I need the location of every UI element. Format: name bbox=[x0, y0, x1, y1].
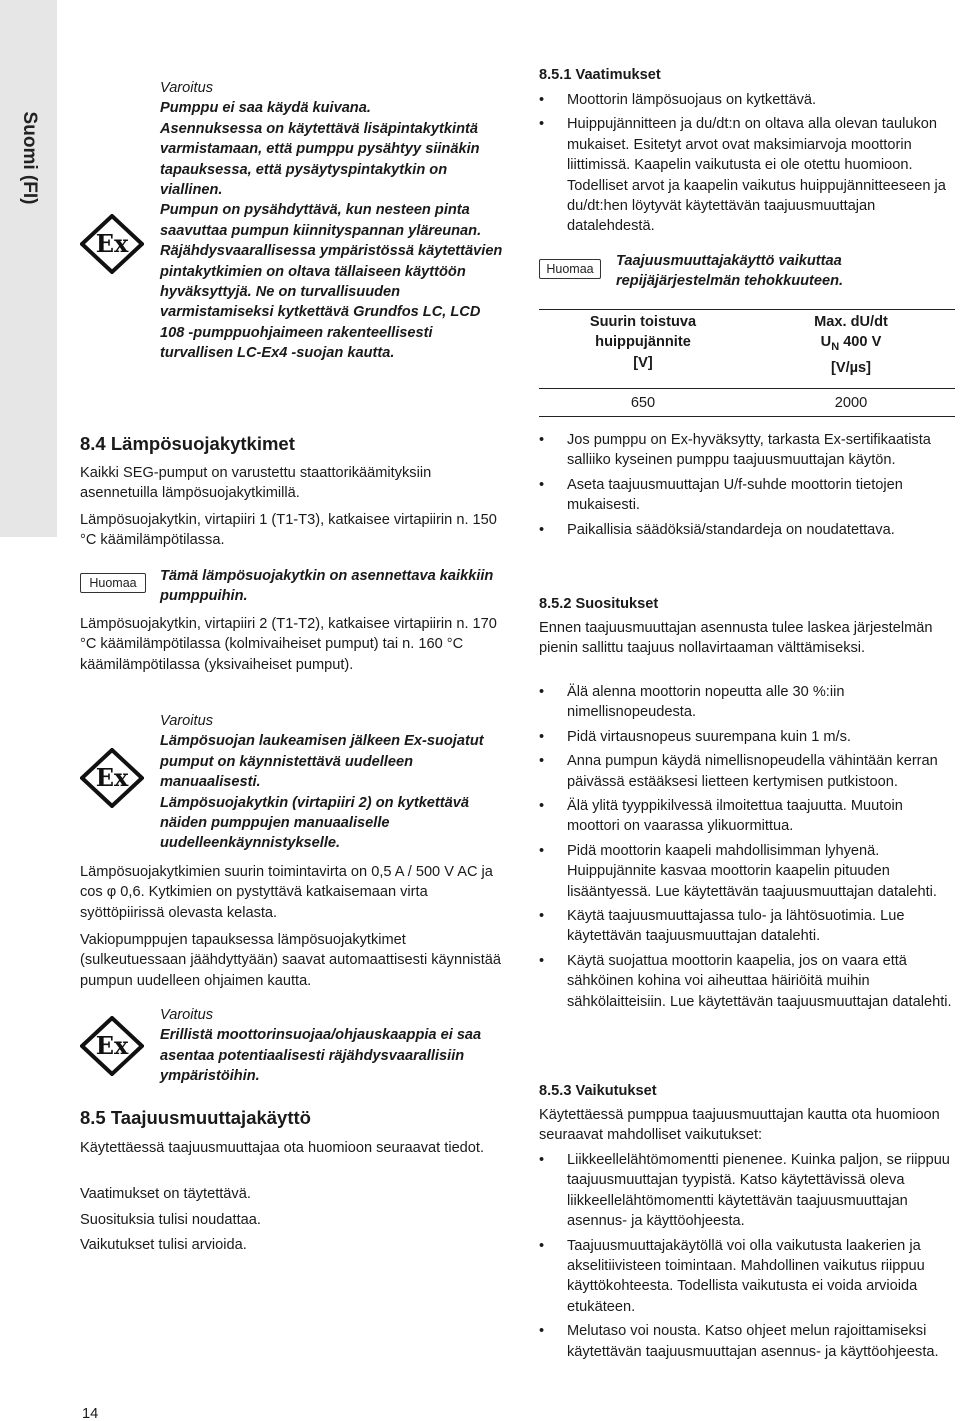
list-item: • Älä alenna moottorin nopeutta alle 30 %:iin nimellisnopeudesta. bbox=[539, 682, 957, 723]
warning-text: Räjähdysvaarallisessa ympäristössä käytettävien pintakytkimien on oltava tällaiseen käyttöön hyväksyttyjä. Ne on turvallisuuden varmistamiseksi kytkettävä Grundfos LC, LCD 108 -pumppuohjaimeen rakenteellisesti turvallisen LC-Ex4 -suojan kautta. bbox=[160, 243, 503, 362]
warning-block-3 bbox=[160, 1005, 505, 1087]
paragraph: Vaikutukset tulisi arvioida. bbox=[80, 1237, 247, 1253]
paragraph: Vaatimukset on täytettävä. bbox=[80, 1186, 251, 1202]
paragraph: Kaikki SEG-pumput on varustettu staattorikäämityksiin asennetuilla lämpösuojakytkimillä. bbox=[80, 465, 432, 502]
warning-title: Varoitus bbox=[160, 1007, 213, 1023]
warning-text: Pumppu ei saa käydä kuivana. bbox=[160, 100, 371, 117]
paragraph: Lämpösuojakytkin, virtapiiri 1 (T1-T3), katkaisee virtapiirin n. 150 °C käämilämpötilassa. bbox=[80, 512, 497, 549]
paragraph: Vakiopumppujen tapauksessa lämpösuojakytkimet (sulkeutuessaan jäähdyttyään) saavat automaattisesti käynnistää pumpun uudelleen ohjaimen kautta. bbox=[80, 932, 502, 989]
paragraph: Lämpösuojakytkimien suurin toimintavirta on 0,5 A / 500 V AC ja cos φ 0,6. Kytkimien on pystyttävä katkaisemaan virta syöttöpiirissä olevasta kelasta. bbox=[80, 864, 493, 921]
warning-title: Varoitus bbox=[160, 80, 213, 96]
table-cell: 650 bbox=[630, 395, 656, 412]
page-number: 14 bbox=[82, 1406, 99, 1421]
list-item: • Käytä taajuusmuuttajassa tulo- ja lähtösuotimia. Lue käytettävän taajuusmuuttajan datalehti. bbox=[539, 906, 957, 947]
list-item: • Huippujännitteen ja du/dt:n on oltava alla olevan taulukon mukaiset. Esitetyt arvot ovat maksimiarvoja moottorin liittimissä. Kaapelin vaikutusta ei ole otettu huomioon. Todelliset arvot ja kaapelin vaikutus huippujännitteeseen ja du/dt:hen löytyvät käytettävän taajuusmuuttajan datalehdestä. bbox=[539, 114, 957, 236]
section-heading-8-5-1: 8.5.1 Vaatimukset bbox=[539, 67, 661, 83]
language-label: Suomi (FI) bbox=[19, 111, 41, 205]
list-item: • Moottorin lämpösuojaus on kytkettävä. bbox=[539, 90, 957, 110]
paragraph: Ennen taajuusmuuttajan asennusta tulee laskea järjestelmän pienin sallittu taajuus nollavirtaaman välttämiseksi. bbox=[539, 620, 933, 657]
table-header-cell: Max. dU/dt $U_N$ 400 V [V/µs] bbox=[814, 314, 888, 376]
section-heading-8-5-2: 8.5.2 Suositukset bbox=[539, 596, 659, 612]
note-badge: Huomaa bbox=[539, 259, 601, 279]
list-item: • Melutaso voi nousta. Katso ohjeet melun rajoittamiseksi käytettävän taajuusmuuttajan asennus- ja käyttöohjeesta. bbox=[539, 1321, 957, 1362]
list-item: • Paikallisia säädöksiä/standardeja on noudatettava. bbox=[539, 520, 957, 540]
note-text: Taajuusmuuttajakäyttö vaikuttaa repijäjärjestelmän tehokkuuteen. bbox=[616, 253, 844, 290]
paragraph: Käytettäessä pumppua taajuusmuuttajan kautta ota huomioon seuraavat mahdolliset vaikutukset: bbox=[539, 1107, 940, 1144]
list-item: • Pidä moottorin kaapeli mahdollisimman lyhyenä. Huippujännite kasvaa moottorin kaapelin pituuden lisääntyessä. Lue käytettävän taajuusmuuttajan datalehti. bbox=[539, 841, 957, 902]
paragraph: Käytettäessä taajuusmuuttajaa ota huomioon seuraavat tiedot. bbox=[80, 1140, 485, 1156]
section-heading-8-4: 8.4 Lämpösuojakytkimet bbox=[80, 433, 295, 454]
list-item: • Aseta taajuusmuuttajan U/f-suhde moottorin tietojen mukaisesti. bbox=[539, 475, 957, 516]
table-header-row bbox=[539, 312, 955, 389]
spec-table bbox=[539, 312, 955, 417]
svg-text:Ex: Ex bbox=[95, 229, 129, 258]
note-badge: Huomaa bbox=[80, 573, 146, 593]
section-heading-8-5: 8.5 Taajuusmuuttajakäyttö bbox=[80, 1107, 311, 1128]
table-row bbox=[539, 389, 955, 416]
paragraph: Lämpösuojakytkin, virtapiiri 2 (T1-T2), katkaisee virtapiirin n. 170 °C käämilämpötilassa (kolmivaiheiset pumput) tai n. 160 °C käämilämpötilassa (yksivaiheiset pumput). bbox=[80, 616, 497, 673]
warning-text: Erillistä moottorinsuojaa/ohjauskaappia ei saa asentaa potentiaalisesti räjähdysvaarallisiin ympäristöihin. bbox=[160, 1027, 482, 1085]
ex-hazard-icon bbox=[80, 748, 144, 808]
list-item: • Taajuusmuuttajakäytöllä voi olla vaikutusta laakerien ja akselitiivisteen toimintaan. Mahdollinen vaikutus riippuu käyttökohteesta. Todellista vaikutusta ei voida arvioida etukäteen. bbox=[539, 1236, 957, 1318]
warning-text: Lämpösuojakytkin (virtapiiri 2) on kytkettävä näiden pumppujen manuaaliselle uudelleenkäynnistykselle. bbox=[160, 794, 469, 852]
warning-text: Pumpun on pysähdyttävä, kun nesteen pinta saavuttaa pumpun kiinnityspannan yläreunan. bbox=[160, 202, 482, 239]
warning-block-1 bbox=[160, 78, 505, 364]
recommendations-list bbox=[539, 682, 957, 1016]
ex-list bbox=[539, 430, 957, 544]
warning-text: Lämpösuojan laukeamisen jälkeen Ex-suojatut pumput on käynnistettävä uudelleen manuaalisesti. bbox=[160, 733, 484, 791]
ex-hazard-icon bbox=[80, 1016, 144, 1076]
paragraph: Suosituksia tulisi noudattaa. bbox=[80, 1212, 261, 1228]
warning-block-2 bbox=[160, 711, 505, 854]
effects-list bbox=[539, 1150, 957, 1366]
warning-text: Asennuksessa on käytettävä lisäpintakytkintä varmistamaan, että pumppu pysähtyy siinäkin tapauksessa, että pysäytyspintakytkin on viallinen. bbox=[160, 120, 480, 199]
list-item: • Älä ylitä tyyppikilvessä ilmoitettua taajuutta. Muutoin moottori on vaarassa ylikuormittua. bbox=[539, 796, 957, 837]
list-item: • Käytä suojattua moottorin kaapelia, jos on vaara että sähköinen kohina voi aiheuttaa häiriöitä muihin sähkölaitteisiin. Lue käytettävän taajuusmuuttajan datalehti. bbox=[539, 951, 957, 1012]
svg-text:Ex: Ex bbox=[95, 763, 129, 792]
section-heading-8-5-3: 8.5.3 Vaikutukset bbox=[539, 1083, 657, 1099]
svg-text:Ex: Ex bbox=[95, 1031, 129, 1060]
list-item: • Pidä virtausnopeus suurempana kuin 1 m/s. bbox=[539, 727, 957, 747]
table-top-rule bbox=[539, 309, 955, 310]
requirements-list bbox=[539, 90, 957, 241]
list-item: • Anna pumpun käydä nimellisnopeudella vähintään kerran päivässä estääksesi lietteen kertymisen putkistoon. bbox=[539, 751, 957, 792]
language-side-tab bbox=[0, 0, 57, 537]
table-header-cell: Suurin toistuva huippujännite [V] bbox=[589, 314, 697, 371]
list-item: • Jos pumppu on Ex-hyväksytty, tarkasta Ex-sertifikaatista salliiko kyseinen pumppu taajuusmuuttajan käytön. bbox=[539, 430, 957, 471]
ex-hazard-icon bbox=[80, 214, 144, 274]
list-item: • Liikkeellelähtömomentti pienenee. Kuinka paljon, se riippuu taajuusmuuttajan tyypistä. Katso käytettävissä oleva liikkeellelähtömomentti käytettävän taajuusmuuttajan asennus- ja käyttöohjeesta. bbox=[539, 1150, 957, 1232]
table-cell: 2000 bbox=[834, 395, 868, 412]
warning-title: Varoitus bbox=[160, 713, 213, 729]
note-text: Tämä lämpösuojakytkin on asennettava kaikkiin pumppuihin. bbox=[160, 568, 494, 605]
